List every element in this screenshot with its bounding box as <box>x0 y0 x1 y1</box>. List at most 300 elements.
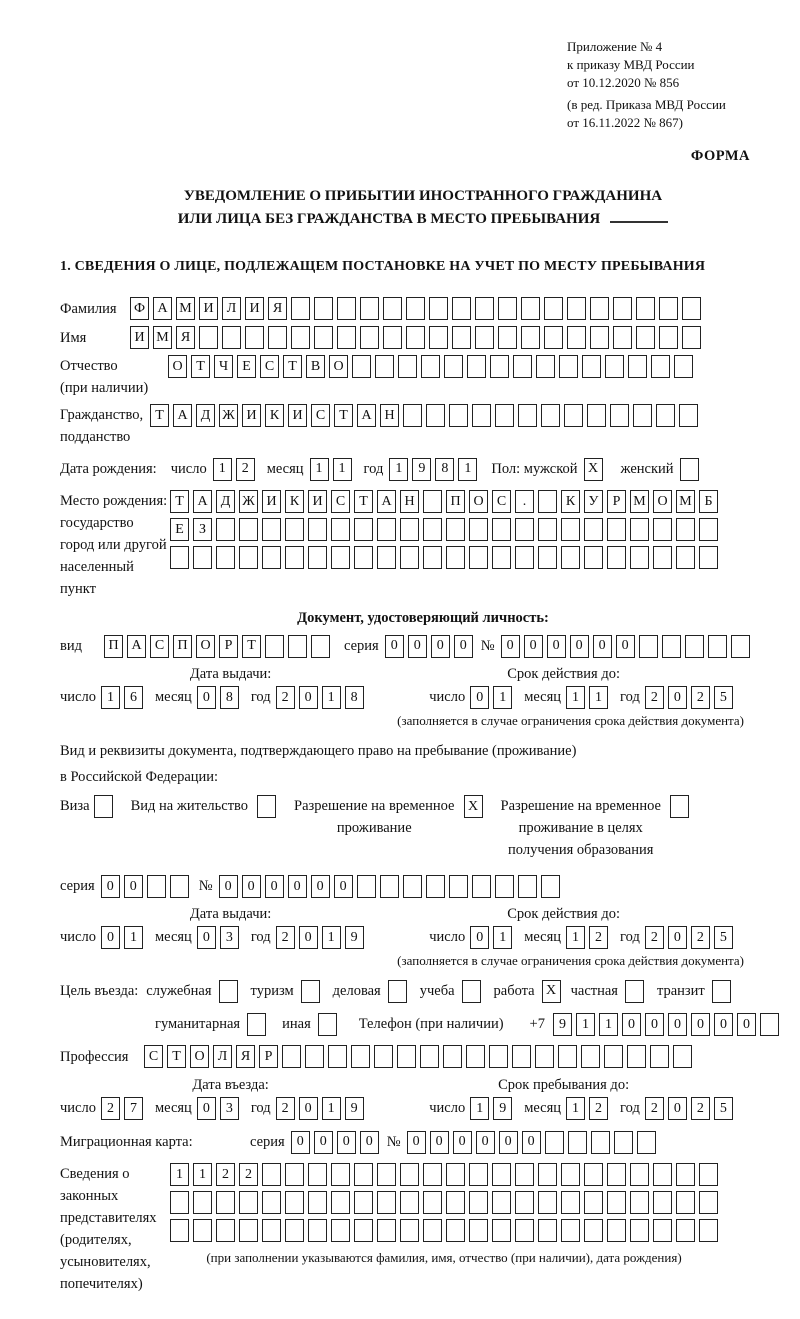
char-box[interactable] <box>760 1013 779 1036</box>
char-box[interactable] <box>398 355 417 378</box>
char-box[interactable]: Ж <box>219 404 238 427</box>
char-box[interactable] <box>515 546 534 569</box>
char-box[interactable]: 1 <box>566 926 585 949</box>
char-box[interactable] <box>630 1163 649 1186</box>
char-box[interactable] <box>239 518 258 541</box>
char-box[interactable] <box>331 1163 350 1186</box>
char-box[interactable]: Р <box>259 1045 278 1068</box>
char-box[interactable] <box>627 1045 646 1068</box>
char-box[interactable]: 0 <box>101 926 120 949</box>
char-box[interactable] <box>331 1191 350 1214</box>
char-box[interactable] <box>285 546 304 569</box>
char-box[interactable] <box>538 546 557 569</box>
char-box[interactable]: А <box>127 635 146 658</box>
char-box[interactable] <box>383 297 402 320</box>
char-box[interactable]: Ж <box>239 490 258 513</box>
char-box[interactable] <box>247 1013 266 1036</box>
char-box[interactable]: П <box>104 635 123 658</box>
char-box[interactable] <box>257 795 276 818</box>
char-box[interactable] <box>377 1191 396 1214</box>
char-box[interactable] <box>653 1163 672 1186</box>
char-box[interactable]: 1 <box>589 686 608 709</box>
char-box[interactable] <box>584 518 603 541</box>
char-box[interactable] <box>614 1131 633 1154</box>
char-box[interactable] <box>444 355 463 378</box>
char-box[interactable]: 0 <box>593 635 612 658</box>
char-box[interactable] <box>567 297 586 320</box>
char-box[interactable]: С <box>150 635 169 658</box>
char-box[interactable] <box>538 1163 557 1186</box>
char-box[interactable] <box>538 490 557 513</box>
char-box[interactable]: 5 <box>714 926 733 949</box>
char-box[interactable] <box>219 980 238 1003</box>
char-box[interactable] <box>492 1163 511 1186</box>
char-box[interactable] <box>630 1191 649 1214</box>
char-box[interactable]: А <box>193 490 212 513</box>
char-box[interactable] <box>351 1045 370 1068</box>
char-box[interactable] <box>423 546 442 569</box>
char-box[interactable]: Т <box>242 635 261 658</box>
char-box[interactable] <box>559 355 578 378</box>
char-box[interactable]: 1 <box>599 1013 618 1036</box>
char-box[interactable] <box>676 1219 695 1242</box>
char-box[interactable] <box>170 546 189 569</box>
char-box[interactable] <box>610 404 629 427</box>
char-box[interactable] <box>630 546 649 569</box>
char-box[interactable] <box>607 1163 626 1186</box>
char-box[interactable] <box>337 326 356 349</box>
char-box[interactable]: 5 <box>714 1097 733 1120</box>
char-box[interactable] <box>262 518 281 541</box>
char-box[interactable] <box>452 297 471 320</box>
char-box[interactable]: 0 <box>616 635 635 658</box>
char-box[interactable] <box>239 546 258 569</box>
char-box[interactable] <box>472 875 491 898</box>
char-box[interactable] <box>377 1163 396 1186</box>
char-box[interactable]: 1 <box>470 1097 489 1120</box>
char-box[interactable] <box>291 326 310 349</box>
char-box[interactable] <box>584 1219 603 1242</box>
char-box[interactable]: М <box>176 297 195 320</box>
char-box[interactable] <box>467 355 486 378</box>
char-box[interactable] <box>397 1045 416 1068</box>
char-box[interactable] <box>607 1191 626 1214</box>
char-box[interactable]: 0 <box>714 1013 733 1036</box>
char-box[interactable] <box>421 355 440 378</box>
char-box[interactable]: 2 <box>691 1097 710 1120</box>
char-box[interactable] <box>262 546 281 569</box>
char-box[interactable]: 1 <box>493 686 512 709</box>
char-box[interactable]: 0 <box>334 875 353 898</box>
char-box[interactable]: С <box>144 1045 163 1068</box>
char-box[interactable]: 0 <box>299 686 318 709</box>
char-box[interactable]: 1 <box>101 686 120 709</box>
char-box[interactable] <box>400 1219 419 1242</box>
char-box[interactable] <box>354 1191 373 1214</box>
char-box[interactable]: 1 <box>458 458 477 481</box>
char-box[interactable] <box>308 1163 327 1186</box>
char-box[interactable]: 0 <box>431 635 450 658</box>
char-box[interactable] <box>354 1163 373 1186</box>
char-box[interactable]: И <box>130 326 149 349</box>
char-box[interactable] <box>515 1163 534 1186</box>
char-box[interactable]: 0 <box>668 926 687 949</box>
char-box[interactable]: 0 <box>501 635 520 658</box>
char-box[interactable]: О <box>469 490 488 513</box>
char-box[interactable] <box>452 326 471 349</box>
char-box[interactable]: И <box>308 490 327 513</box>
char-box[interactable]: С <box>260 355 279 378</box>
char-box[interactable] <box>268 326 287 349</box>
char-box[interactable] <box>495 404 514 427</box>
char-box[interactable] <box>535 1045 554 1068</box>
char-box[interactable] <box>685 635 704 658</box>
char-box[interactable] <box>388 980 407 1003</box>
char-box[interactable] <box>591 1131 610 1154</box>
char-box[interactable] <box>699 546 718 569</box>
char-box[interactable] <box>676 546 695 569</box>
char-box[interactable]: Р <box>219 635 238 658</box>
char-box[interactable] <box>469 1163 488 1186</box>
char-box[interactable] <box>625 980 644 1003</box>
char-box[interactable] <box>673 1045 692 1068</box>
char-box[interactable]: 2 <box>101 1097 120 1120</box>
char-box[interactable] <box>630 518 649 541</box>
char-box[interactable] <box>308 1219 327 1242</box>
char-box[interactable] <box>492 518 511 541</box>
char-box[interactable] <box>538 1219 557 1242</box>
char-box[interactable] <box>193 1191 212 1214</box>
char-box[interactable]: 0 <box>737 1013 756 1036</box>
char-box[interactable]: 2 <box>276 1097 295 1120</box>
char-box[interactable]: 0 <box>101 875 120 898</box>
char-box[interactable]: 1 <box>389 458 408 481</box>
char-box[interactable]: 0 <box>242 875 261 898</box>
char-box[interactable] <box>420 1045 439 1068</box>
char-box[interactable]: 0 <box>522 1131 541 1154</box>
char-box[interactable] <box>613 297 632 320</box>
char-box[interactable]: 1 <box>322 686 341 709</box>
char-box[interactable] <box>581 1045 600 1068</box>
char-box[interactable]: Е <box>237 355 256 378</box>
char-box[interactable] <box>604 1045 623 1068</box>
char-box[interactable]: 2 <box>691 686 710 709</box>
char-box[interactable]: 0 <box>197 1097 216 1120</box>
char-box[interactable] <box>568 1131 587 1154</box>
char-box[interactable] <box>628 355 647 378</box>
char-box[interactable]: 0 <box>470 926 489 949</box>
char-box[interactable] <box>331 518 350 541</box>
char-box[interactable] <box>561 1163 580 1186</box>
char-box[interactable]: 9 <box>345 926 364 949</box>
char-box[interactable]: 0 <box>219 875 238 898</box>
char-box[interactable]: X <box>584 458 603 481</box>
char-box[interactable] <box>305 1045 324 1068</box>
char-box[interactable] <box>607 518 626 541</box>
char-box[interactable] <box>582 355 601 378</box>
char-box[interactable]: 1 <box>124 926 143 949</box>
char-box[interactable] <box>449 875 468 898</box>
char-box[interactable]: О <box>190 1045 209 1068</box>
char-box[interactable]: 0 <box>524 635 543 658</box>
char-box[interactable] <box>536 355 555 378</box>
char-box[interactable] <box>469 1191 488 1214</box>
char-box[interactable] <box>216 546 235 569</box>
char-box[interactable]: Н <box>400 490 419 513</box>
char-box[interactable] <box>285 1163 304 1186</box>
char-box[interactable]: 0 <box>499 1131 518 1154</box>
char-box[interactable] <box>285 518 304 541</box>
char-box[interactable] <box>541 875 560 898</box>
char-box[interactable]: 2 <box>236 458 255 481</box>
char-box[interactable]: 0 <box>622 1013 641 1036</box>
char-box[interactable]: Т <box>334 404 353 427</box>
char-box[interactable] <box>282 1045 301 1068</box>
char-box[interactable]: С <box>311 404 330 427</box>
char-box[interactable] <box>262 1163 281 1186</box>
char-box[interactable] <box>558 1045 577 1068</box>
char-box[interactable] <box>636 326 655 349</box>
char-box[interactable]: Я <box>176 326 195 349</box>
char-box[interactable]: 0 <box>291 1131 310 1154</box>
char-box[interactable] <box>170 875 189 898</box>
char-box[interactable] <box>469 518 488 541</box>
char-box[interactable] <box>699 1163 718 1186</box>
char-box[interactable]: 1 <box>333 458 352 481</box>
char-box[interactable]: К <box>265 404 284 427</box>
char-box[interactable]: . <box>515 490 534 513</box>
char-box[interactable]: 0 <box>645 1013 664 1036</box>
char-box[interactable]: Л <box>213 1045 232 1068</box>
char-box[interactable] <box>352 355 371 378</box>
char-box[interactable]: Ч <box>214 355 233 378</box>
char-box[interactable]: 8 <box>345 686 364 709</box>
char-box[interactable] <box>423 1219 442 1242</box>
char-box[interactable] <box>659 297 678 320</box>
char-box[interactable]: О <box>329 355 348 378</box>
char-box[interactable] <box>699 1191 718 1214</box>
char-box[interactable]: А <box>153 297 172 320</box>
char-box[interactable] <box>513 355 532 378</box>
char-box[interactable]: 3 <box>220 1097 239 1120</box>
char-box[interactable]: М <box>676 490 695 513</box>
char-box[interactable]: И <box>242 404 261 427</box>
char-box[interactable]: Ф <box>130 297 149 320</box>
char-box[interactable] <box>650 1045 669 1068</box>
char-box[interactable]: Я <box>236 1045 255 1068</box>
char-box[interactable] <box>403 404 422 427</box>
char-box[interactable]: X <box>542 980 561 1003</box>
char-box[interactable]: 2 <box>645 1097 664 1120</box>
char-box[interactable] <box>446 518 465 541</box>
char-box[interactable] <box>400 518 419 541</box>
char-box[interactable] <box>377 546 396 569</box>
char-box[interactable]: А <box>357 404 376 427</box>
char-box[interactable] <box>584 1191 603 1214</box>
char-box[interactable] <box>400 1163 419 1186</box>
char-box[interactable] <box>567 326 586 349</box>
char-box[interactable] <box>545 1131 564 1154</box>
char-box[interactable] <box>374 1045 393 1068</box>
char-box[interactable]: 0 <box>453 1131 472 1154</box>
char-box[interactable] <box>490 355 509 378</box>
char-box[interactable] <box>699 518 718 541</box>
char-box[interactable]: К <box>561 490 580 513</box>
char-box[interactable] <box>515 1191 534 1214</box>
char-box[interactable] <box>262 1191 281 1214</box>
char-box[interactable] <box>331 1219 350 1242</box>
char-box[interactable] <box>423 490 442 513</box>
char-box[interactable] <box>331 546 350 569</box>
char-box[interactable]: Л <box>222 297 241 320</box>
char-box[interactable] <box>314 326 333 349</box>
char-box[interactable]: Д <box>196 404 215 427</box>
char-box[interactable]: 0 <box>408 635 427 658</box>
char-box[interactable]: 9 <box>412 458 431 481</box>
char-box[interactable]: 3 <box>220 926 239 949</box>
char-box[interactable]: 1 <box>322 1097 341 1120</box>
char-box[interactable]: 9 <box>493 1097 512 1120</box>
char-box[interactable] <box>239 1219 258 1242</box>
char-box[interactable] <box>383 326 402 349</box>
char-box[interactable]: И <box>288 404 307 427</box>
char-box[interactable] <box>651 355 670 378</box>
char-box[interactable] <box>222 326 241 349</box>
char-box[interactable]: 2 <box>216 1163 235 1186</box>
char-box[interactable] <box>193 546 212 569</box>
char-box[interactable] <box>377 1219 396 1242</box>
char-box[interactable]: 0 <box>314 1131 333 1154</box>
char-box[interactable] <box>637 1131 656 1154</box>
char-box[interactable]: 0 <box>547 635 566 658</box>
char-box[interactable]: Е <box>170 518 189 541</box>
char-box[interactable]: 9 <box>553 1013 572 1036</box>
char-box[interactable] <box>443 1045 462 1068</box>
char-box[interactable] <box>712 980 731 1003</box>
char-box[interactable] <box>699 1219 718 1242</box>
char-box[interactable] <box>429 326 448 349</box>
char-box[interactable] <box>561 1219 580 1242</box>
char-box[interactable]: 8 <box>435 458 454 481</box>
char-box[interactable] <box>495 875 514 898</box>
char-box[interactable] <box>377 518 396 541</box>
char-box[interactable] <box>489 1045 508 1068</box>
char-box[interactable] <box>285 1219 304 1242</box>
char-box[interactable] <box>521 326 540 349</box>
char-box[interactable] <box>564 404 583 427</box>
char-box[interactable] <box>521 297 540 320</box>
char-box[interactable] <box>314 297 333 320</box>
char-box[interactable] <box>423 518 442 541</box>
char-box[interactable] <box>538 1191 557 1214</box>
char-box[interactable]: 0 <box>668 1013 687 1036</box>
char-box[interactable] <box>544 297 563 320</box>
char-box[interactable]: Я <box>268 297 287 320</box>
char-box[interactable]: 6 <box>124 686 143 709</box>
char-box[interactable] <box>469 546 488 569</box>
char-box[interactable]: Т <box>170 490 189 513</box>
char-box[interactable] <box>630 1219 649 1242</box>
char-box[interactable]: 2 <box>239 1163 258 1186</box>
char-box[interactable] <box>518 875 537 898</box>
char-box[interactable]: Т <box>167 1045 186 1068</box>
char-box[interactable] <box>639 635 658 658</box>
char-box[interactable] <box>676 518 695 541</box>
char-box[interactable] <box>472 404 491 427</box>
char-box[interactable] <box>94 795 113 818</box>
char-box[interactable] <box>492 1219 511 1242</box>
char-box[interactable]: Р <box>607 490 626 513</box>
char-box[interactable] <box>605 355 624 378</box>
char-box[interactable] <box>518 404 537 427</box>
char-box[interactable]: 9 <box>345 1097 364 1120</box>
char-box[interactable] <box>613 326 632 349</box>
char-box[interactable] <box>360 326 379 349</box>
char-box[interactable] <box>403 875 422 898</box>
char-box[interactable] <box>170 1191 189 1214</box>
char-box[interactable] <box>446 1191 465 1214</box>
char-box[interactable] <box>462 980 481 1003</box>
char-box[interactable]: 1 <box>170 1163 189 1186</box>
char-box[interactable]: 1 <box>322 926 341 949</box>
char-box[interactable]: 1 <box>213 458 232 481</box>
char-box[interactable] <box>426 404 445 427</box>
char-box[interactable] <box>308 546 327 569</box>
char-box[interactable] <box>656 404 675 427</box>
char-box[interactable]: 0 <box>124 875 143 898</box>
char-box[interactable] <box>199 326 218 349</box>
char-box[interactable] <box>328 1045 347 1068</box>
char-box[interactable] <box>147 875 166 898</box>
char-box[interactable]: Т <box>354 490 373 513</box>
char-box[interactable]: 0 <box>299 1097 318 1120</box>
char-box[interactable]: Т <box>283 355 302 378</box>
char-box[interactable] <box>262 1219 281 1242</box>
char-box[interactable] <box>288 635 307 658</box>
char-box[interactable]: З <box>193 518 212 541</box>
char-box[interactable]: О <box>653 490 672 513</box>
char-box[interactable]: Т <box>191 355 210 378</box>
char-box[interactable]: У <box>584 490 603 513</box>
char-box[interactable] <box>400 546 419 569</box>
char-box[interactable]: 1 <box>566 1097 585 1120</box>
char-box[interactable]: 5 <box>714 686 733 709</box>
char-box[interactable] <box>466 1045 485 1068</box>
char-box[interactable] <box>380 875 399 898</box>
char-box[interactable] <box>475 326 494 349</box>
char-box[interactable] <box>449 404 468 427</box>
char-box[interactable]: 8 <box>220 686 239 709</box>
char-box[interactable] <box>653 518 672 541</box>
char-box[interactable] <box>406 297 425 320</box>
char-box[interactable] <box>492 1191 511 1214</box>
char-box[interactable] <box>406 326 425 349</box>
char-box[interactable] <box>561 546 580 569</box>
char-box[interactable] <box>311 635 330 658</box>
char-box[interactable] <box>216 1191 235 1214</box>
char-box[interactable]: А <box>377 490 396 513</box>
char-box[interactable]: 0 <box>668 686 687 709</box>
char-box[interactable] <box>538 518 557 541</box>
char-box[interactable]: 0 <box>265 875 284 898</box>
char-box[interactable] <box>426 875 445 898</box>
char-box[interactable] <box>357 875 376 898</box>
char-box[interactable]: 0 <box>197 686 216 709</box>
char-box[interactable] <box>216 518 235 541</box>
char-box[interactable]: 2 <box>276 686 295 709</box>
char-box[interactable] <box>354 518 373 541</box>
char-box[interactable]: 2 <box>645 926 664 949</box>
